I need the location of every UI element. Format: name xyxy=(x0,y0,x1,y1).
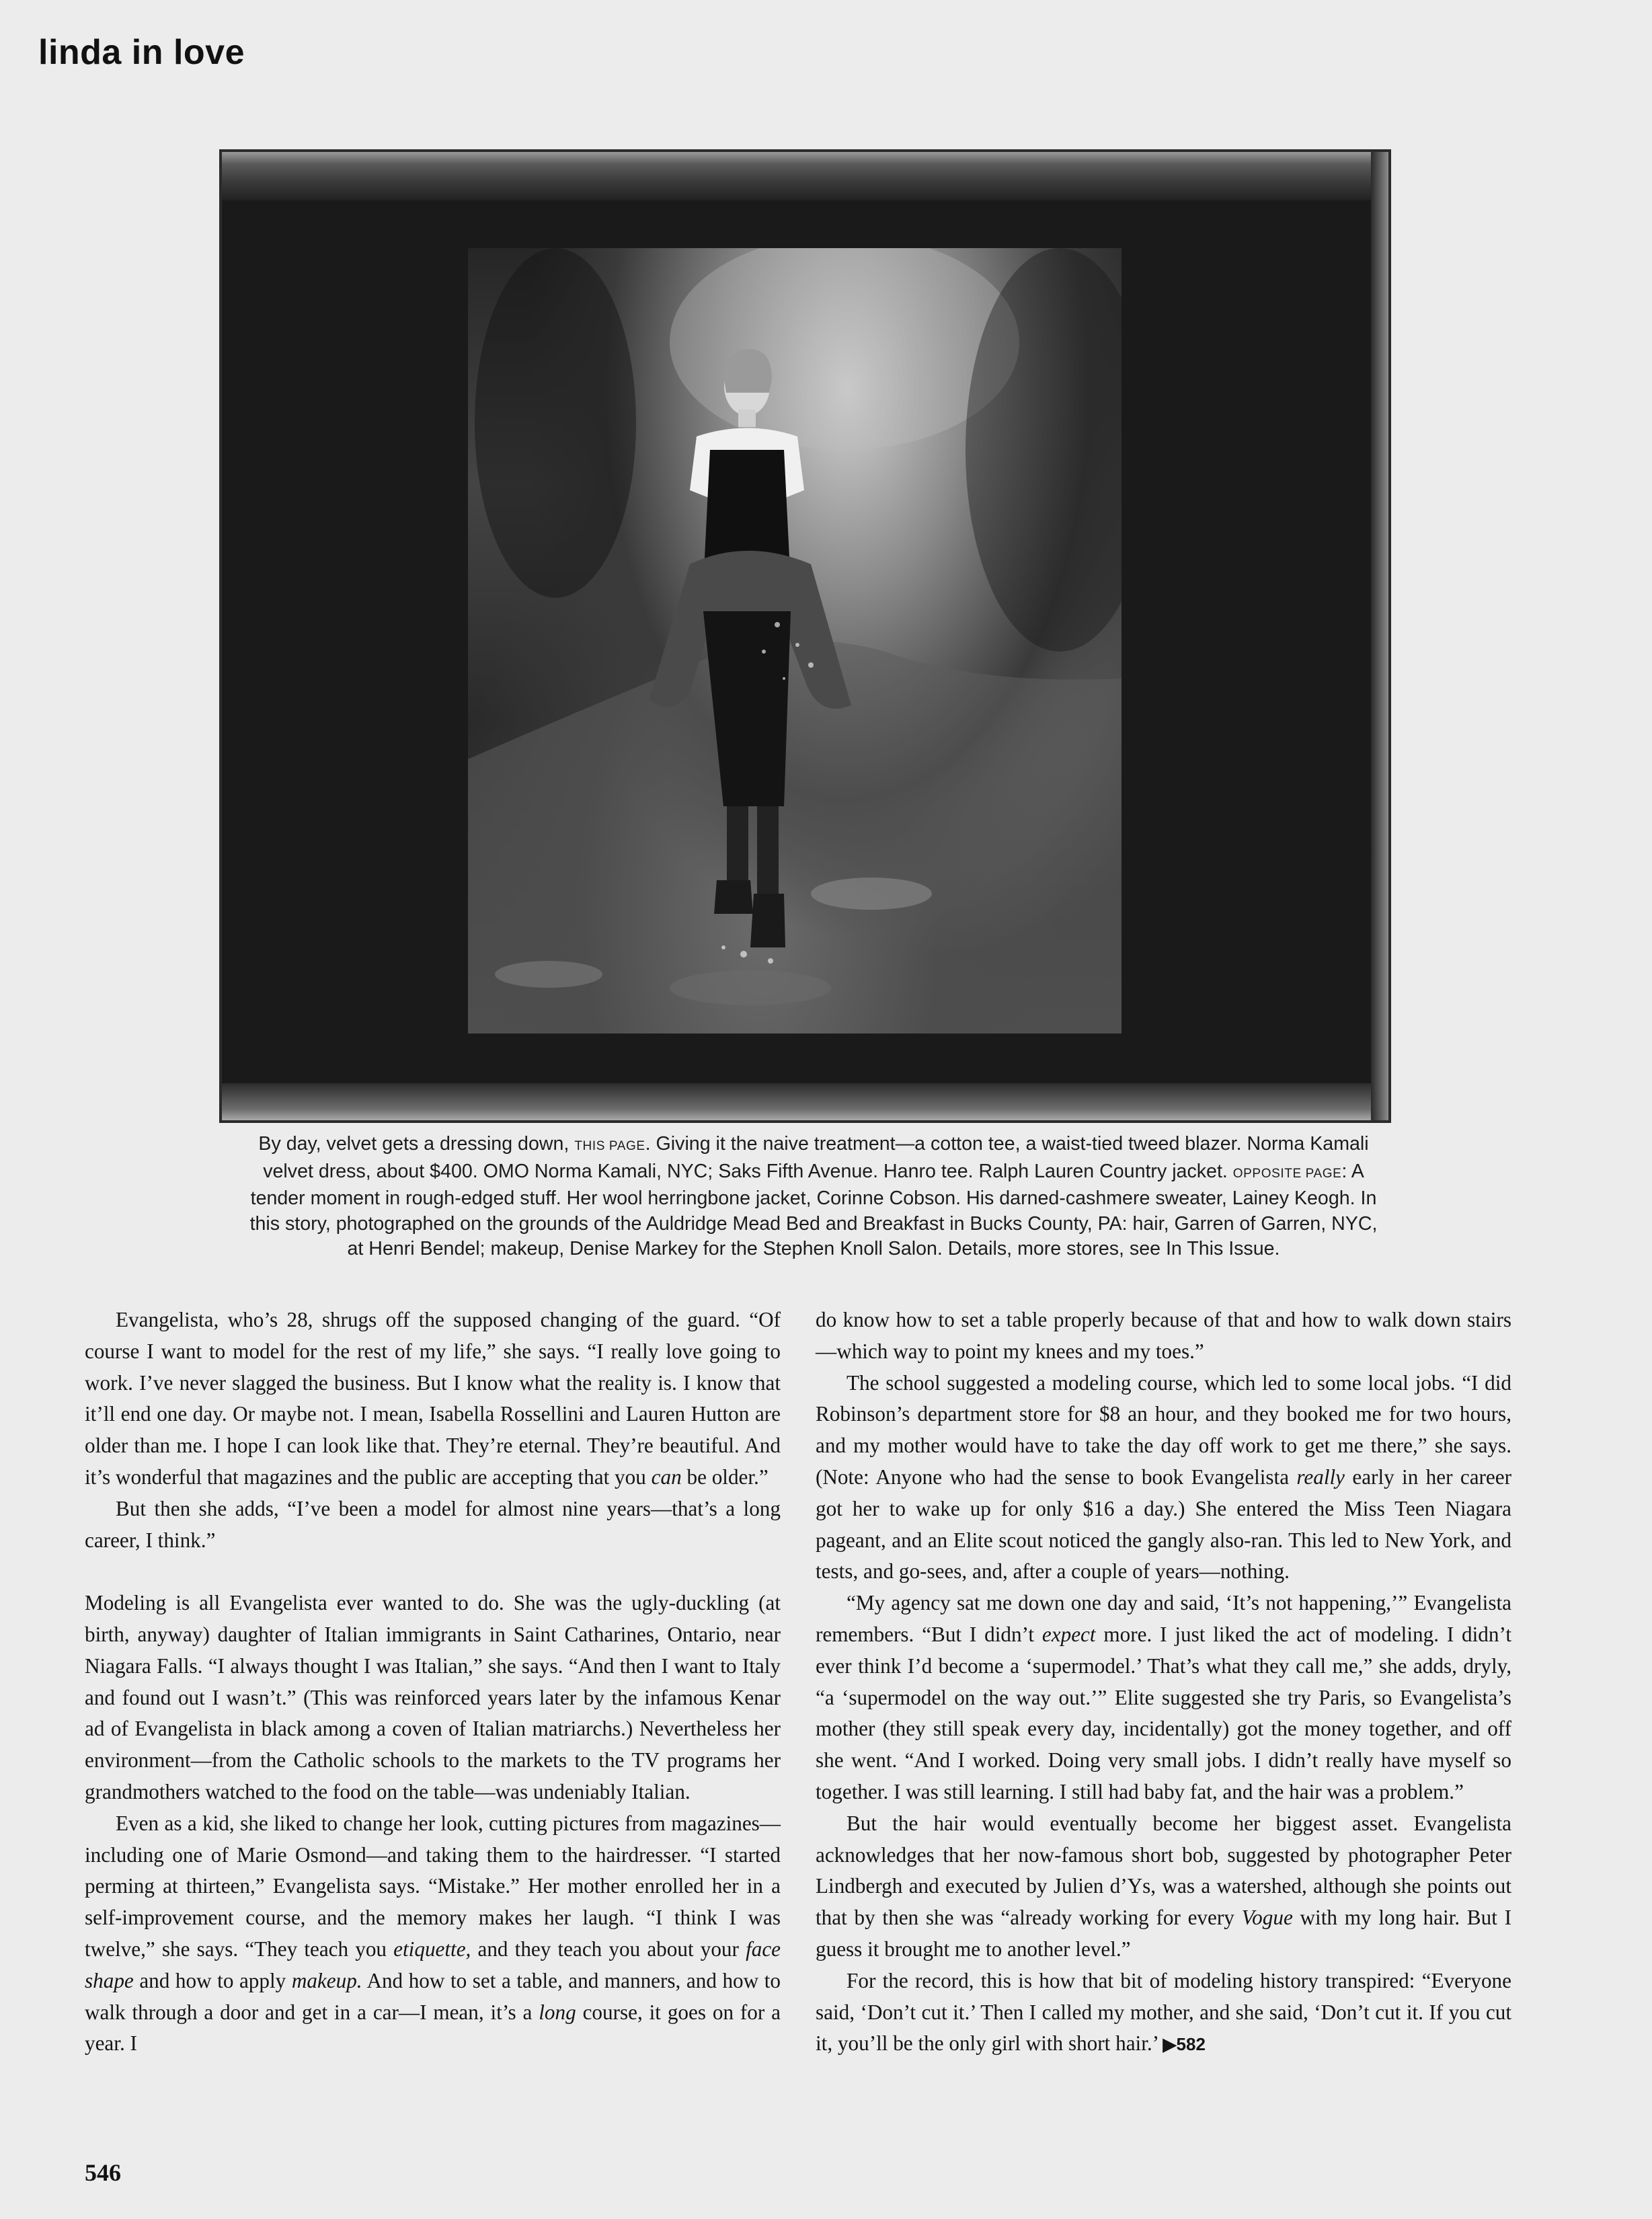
emphasis: Vogue xyxy=(1241,1906,1293,1930)
woman-wading-icon xyxy=(468,248,1122,1034)
continued-page-jump: ▶582 xyxy=(1163,2034,1206,2055)
emphasis: expect xyxy=(1041,1622,1096,1646)
polaroid-photo-frame xyxy=(219,149,1391,1123)
frame-top-edge xyxy=(222,152,1388,200)
frame-bottom-edge xyxy=(222,1083,1388,1120)
caption-text-2: . Giving it the naive treatment—a cotton tee, a waist-tied tweed blazer. Norma Kamali velvet dress, about $400. OMO Norma Kamali, NYC; Saks Fifth Avenue. Hanro tee. Ralph Lauren Country jacket. xyxy=(263,1133,1369,1182)
text-run: with my long hair. But I guess it brought me to another level.” xyxy=(816,1906,1511,1961)
text-run: Even as a kid, she liked to change her look, cutting pictures from magazines—including one of Marie Osmond—and taking them to the hairdresser. “I started perming at thirteen,” Evangelista says. “Mistake.” Her mother enrolled her in a self-improvement course, and the memory makes her laugh. “I think I was twelve,” she says. “They teach you xyxy=(85,1811,781,1961)
article-column-left xyxy=(85,1305,781,2060)
text-run: and they teach you about your xyxy=(471,1937,746,1961)
text-run: “My agency sat me down one day and said, ‘It’s not happening,’” Evangelista remembers. “But I didn’t xyxy=(816,1591,1511,1646)
caption-text-1: By day, velvet gets a dressing down, xyxy=(258,1133,575,1155)
text-run: But the hair would eventually become her biggest asset. Evangelista acknowledges that her now-famous short bob, suggested by photographer Peter Lindbergh and executed by Julien d’Ys, was a watershed, although she points out that by then she was “already working for every xyxy=(816,1811,1511,1930)
text-run: And how to set a table, and manners, and how to walk through a door and get in a car—I mean, it’s a xyxy=(85,1968,781,2024)
text-run: The school suggested a modeling course, which led to some local jobs. “I did Robinson’s department store for $8 an hour, and they booked me for two hours, and my mother would have to take the day off work to get me there,” she says. (Note: Anyone who had the sense to book Evangelista xyxy=(816,1370,1511,1489)
text-run: early in her career got her to wake up for only $16 a day.) She entered the Miss Teen Niagara pageant, and an Elite scout noticed the gangly also-ran. This led to New York, and tests, and go-sees, and, after a couple of years—nothing. xyxy=(816,1465,1511,1584)
text-run: For the record, this is how that bit of modeling history transpired: “Everyone said, ‘Don’t cut it.’ Then I called my mother, and she said, ‘Don’t cut it. If you cut it, you’ll be the only girl with short hair.’ xyxy=(816,1968,1511,2056)
emphasis: face shape xyxy=(85,1937,781,1992)
page-number: 546 xyxy=(85,2159,121,2186)
emphasis: makeup. xyxy=(291,1968,362,1992)
paragraph xyxy=(85,1305,781,1493)
article-column-right xyxy=(816,1305,1511,2060)
caption-label-opposite-page: OPPOSITE PAGE xyxy=(1232,1166,1342,1181)
section-header: linda in love xyxy=(38,33,245,72)
frame-right-edge xyxy=(1371,152,1388,1120)
text-run: Evangelista, who’s 28, shrugs off the supposed changing of the guard. “Of course I want to model for the rest of my life,” she says. “I really love going to work. I’ve never slagged the business. But I know what the reality is. I know that it’ll end one day. Or maybe not. I mean, Isabella Rossellini and Lauren Hutton are older than me. I hope I can look like that. They’re eternal. They’re beautiful. And it’s wonderful that magazines and the public are accepting that you xyxy=(85,1308,781,1489)
paragraph xyxy=(816,1808,1511,1965)
paragraph xyxy=(816,1588,1511,1808)
photo-caption xyxy=(242,1132,1385,1262)
paragraph xyxy=(85,1808,781,2060)
paragraph xyxy=(816,1368,1511,1588)
emphasis: can xyxy=(651,1465,682,1489)
photo-image xyxy=(468,248,1122,1034)
emphasis: long xyxy=(539,2000,576,2024)
caption-text-3: : A tender moment in rough-edged stuff. Her wool herringbone jacket, Corinne Cobson. His darned-cashmere sweater, Lainey Keogh. In this story, photographed on the grounds of the Auldridge Mead Bed and Breakfast in Bucks County, PA: hair, Garren of Garren, NYC, at Henri Bendel; makeup, Denise Markey for the Stephen Knoll Salon. Details, more stores, see In This Issue. xyxy=(249,1160,1378,1259)
paragraph: But then she adds, “I’ve been a model for almost nine years—that’s a long career, I think.” xyxy=(85,1496,781,1552)
caption-label-this-page: THIS PAGE xyxy=(574,1139,645,1153)
text-run: and how to apply xyxy=(133,1968,292,1992)
paragraph xyxy=(816,1965,1511,2060)
text-run: more. I just liked the act of modeling. I didn’t ever think I’d become a ‘supermodel.’ That’s what they call me,” she adds, dryly, “a ‘supermodel on the way out.’” Elite suggested she try Paris, so Evangelista’s mother (they still speak every day, incidentally) got the money together, and off she went. “And I worked. Doing very small jobs. I didn’t really have myself so together. I was still learning. I still had baby fat, and the hair was a problem.” xyxy=(816,1622,1511,1803)
paragraph: do know how to set a table properly because of that and how to walk down stairs—which way to point my knees and my toes.” xyxy=(816,1308,1511,1363)
text-run: be older.” xyxy=(681,1465,769,1489)
text-run: course, it goes on for a year. I xyxy=(85,2000,781,2056)
paragraph: Modeling is all Evangelista ever wanted to do. She was the ugly-duckling (at birth, anyway) daughter of Italian immigrants in Saint Catharines, Ontario, near Niagara Falls. “I always thought I was Italian,” she says. “And then I want to Italy and found out I wasn’t.” (This was reinforced years later by the infamous Kenar ad of Evangelista in black among a coven of Italian matriarchs.) Nevertheless her environment—from the Catholic schools to the markets to the TV programs her grandmothers watched to the food on the table—was undeniably Italian. xyxy=(85,1591,781,1803)
emphasis: really xyxy=(1296,1465,1345,1489)
emphasis: etiquette, xyxy=(393,1937,471,1961)
